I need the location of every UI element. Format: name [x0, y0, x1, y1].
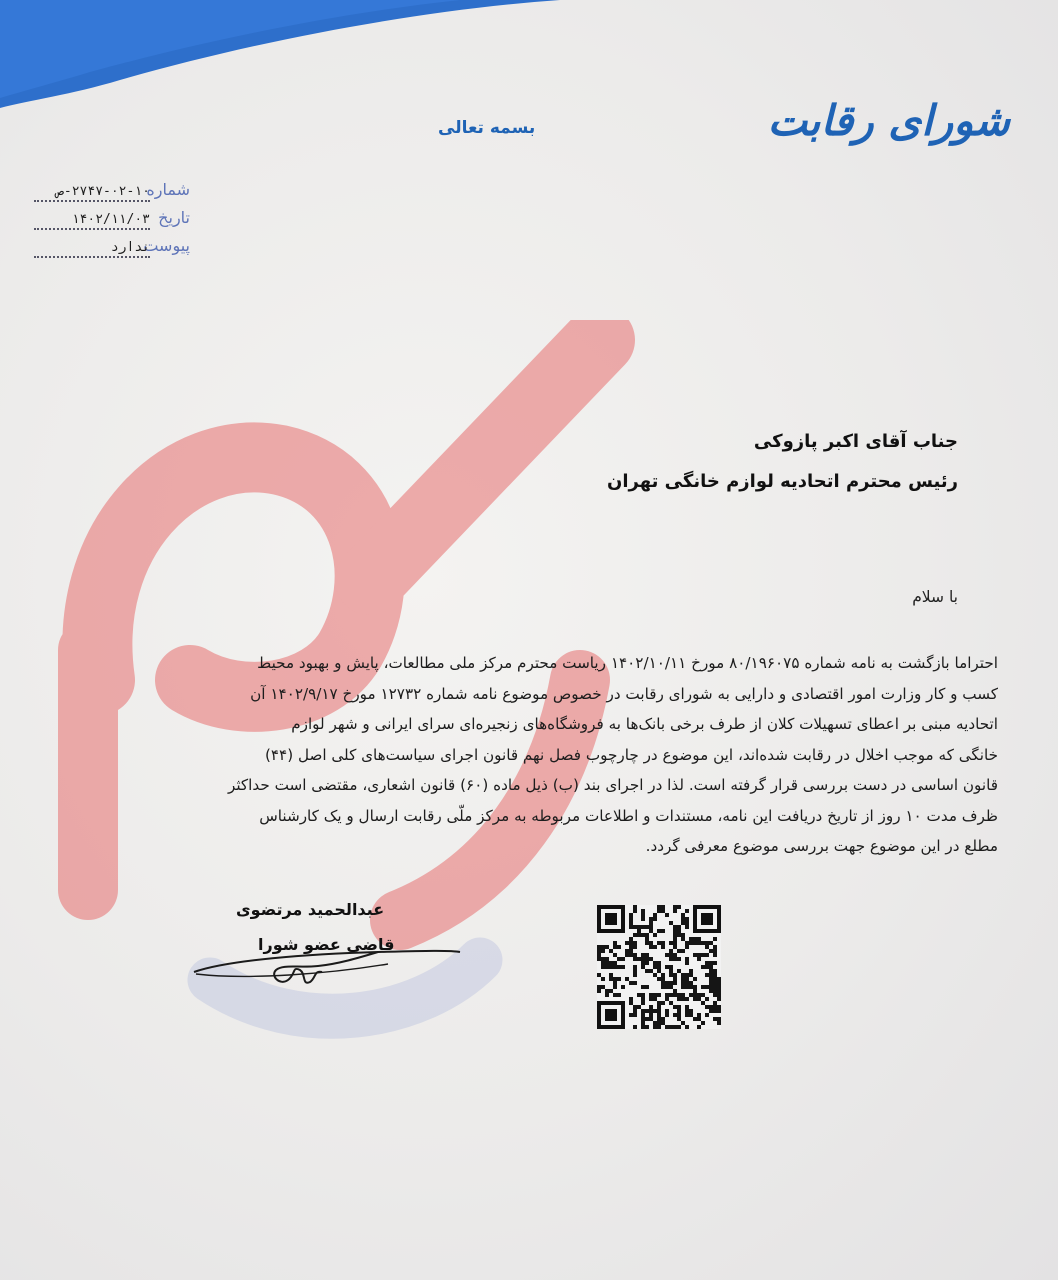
- signatory-title: قاضی عضو شورا: [258, 935, 395, 954]
- greeting: با سلام: [912, 588, 958, 606]
- handwritten-signature: [188, 930, 468, 1000]
- meta-number-row: [30, 180, 190, 208]
- qr-code: [597, 905, 721, 1029]
- date-value: ۱۴۰۲/۱۱/۰۳: [71, 212, 150, 227]
- date-label: تاریخ: [158, 208, 190, 227]
- body-line: ظرف مدت ۱۰ روز از تاریخ دریافت این نامه، مستندات و اطلاعات مربوطه به مرکز ملّی رقابت ارسال و یک کارشناس: [259, 806, 998, 825]
- body-line: کسب و کار وزارت امور اقتصادی و دارایی به شورای رقابت در خصوص موضوع نامه شماره ۱۲۷۳۲ مورخ ۱۴۰۲/۹/۱۷ آن: [250, 684, 998, 703]
- attachment-value: ندارد: [110, 240, 150, 255]
- org-name-header: شورای رقابت: [767, 96, 1010, 145]
- dotted-line: [34, 200, 150, 202]
- dotted-line: [34, 256, 150, 258]
- dotted-line: [34, 228, 150, 230]
- meta-attachment-row: [30, 236, 190, 264]
- number-label: شماره: [146, 180, 190, 199]
- number-value: ۲۷۴۷-۰۲-۱۰-ص: [56, 184, 150, 199]
- addressee-name: جناب آقای اکبر پازوکی: [753, 431, 958, 452]
- body-line: مطلع در این موضوع جهت بررسی موضوع معرفی گردد.: [645, 837, 998, 855]
- signatory-name: عبدالحمید مرتضوی: [236, 900, 385, 919]
- letter-meta-block: [30, 180, 190, 264]
- body-line: احتراما بازگشت به نامه شماره ۸۰/۱۹۶۰۷۵ مورخ ۱۴۰۲/۱۰/۱۱ ریاست محترم مرکز ملی مطالعات، پایش و بهبود محیط: [257, 654, 998, 672]
- addressee-block: [607, 422, 958, 502]
- addressee-title: رئیس محترم اتحادیه لوازم خانگی تهران: [607, 471, 958, 492]
- letter-body: [60, 648, 998, 862]
- attachment-label: پیوست: [143, 236, 190, 255]
- body-line: خانگی که موجب اخلال در رقابت شده‌اند، این موضوع در چارچوب فصل نهم قانون اجرای سیاست‌های کلی اصل (۴۴): [264, 745, 998, 764]
- blue-header-band: [0, 0, 1058, 110]
- invocation-text: بسمه تعالی: [438, 118, 536, 138]
- meta-date-row: [30, 208, 190, 236]
- body-line: قانون اساسی در دست بررسی قرار گرفته است. لذا در اجرای بند (ب) ذیل ماده (۶۰) قانون اشعاری، مقتضی است حداکثر: [227, 776, 998, 794]
- body-line: اتحادیه مبنی بر اعطای تسهیلات کلان از طرف برخی بانک‌ها به فروشگاه‌های زنجیره‌ای سرای ایرانی و شهر لوازم: [291, 715, 998, 733]
